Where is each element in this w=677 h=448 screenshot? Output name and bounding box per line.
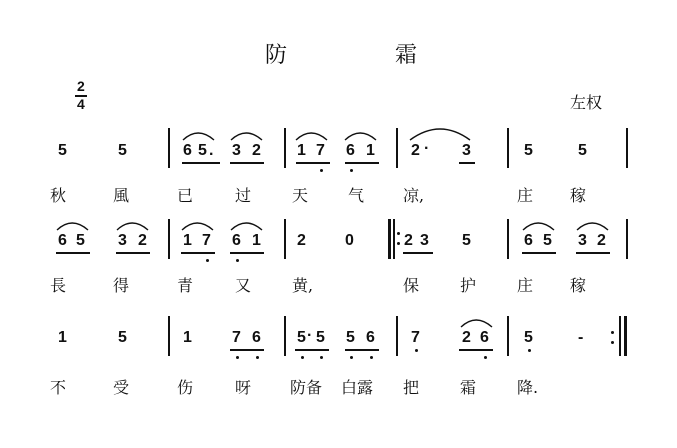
note: 3: [118, 232, 127, 249]
note: 7: [232, 329, 241, 346]
note: 5: [76, 232, 85, 249]
note: 7: [411, 329, 420, 346]
note: 7: [316, 142, 325, 159]
slur: [231, 223, 262, 230]
slur: [577, 223, 608, 230]
lyric: 庄: [517, 276, 534, 295]
note: 5: [58, 142, 67, 159]
slur: [345, 133, 376, 140]
note: 6: [524, 232, 533, 249]
note: 5: [198, 142, 207, 159]
lyric: 伤: [177, 378, 194, 397]
slur: [523, 223, 554, 230]
lyric: 秋: [50, 186, 67, 205]
lyric: 不: [50, 378, 67, 397]
note: 2: [404, 232, 413, 249]
title-char-2: 霜: [395, 43, 418, 68]
time-signature-numerator: 2: [77, 78, 85, 94]
note: 1: [252, 232, 261, 249]
lyric: 凉,: [403, 186, 425, 205]
lyric: 白露: [341, 378, 374, 397]
note: 5: [118, 142, 127, 159]
slur: [461, 320, 492, 327]
lyric: 長: [50, 276, 67, 295]
note: 2: [138, 232, 147, 249]
lyric: 已: [177, 186, 194, 205]
note: 2: [411, 142, 420, 159]
lyric: 又: [235, 276, 252, 295]
note: 1: [183, 329, 192, 346]
lyric: 把: [403, 378, 420, 397]
slur: [182, 223, 213, 230]
slur: [410, 129, 470, 140]
note: 3: [420, 232, 429, 249]
note-dash: -: [578, 329, 584, 346]
note: 5: [297, 329, 306, 346]
lyric: 天: [292, 186, 309, 205]
note: 5: [346, 329, 355, 346]
note: 6: [366, 329, 375, 346]
note: 2: [252, 142, 261, 159]
note: 7: [202, 232, 211, 249]
note: 0: [345, 232, 354, 249]
note: 6: [480, 329, 489, 346]
note: 5: [578, 142, 587, 159]
lyric: 青: [177, 276, 194, 295]
lyric: 庄: [517, 186, 534, 205]
note: 2: [597, 232, 606, 249]
slur: [296, 133, 327, 140]
note-dot: ·: [307, 327, 313, 344]
note: 5: [524, 142, 533, 159]
note-dot: ·: [424, 140, 430, 157]
lyric: 呀: [235, 378, 252, 397]
note: 5: [118, 329, 127, 346]
author: 左权: [570, 93, 603, 112]
lyric: 受: [113, 378, 130, 397]
slur: [117, 223, 148, 230]
lyric: 防备: [290, 378, 323, 397]
note: 2: [297, 232, 306, 249]
note: 6: [183, 142, 192, 159]
note: 3: [578, 232, 587, 249]
note: 1: [297, 142, 306, 159]
lyric: 霜: [460, 378, 477, 397]
lyric: 黄,: [292, 276, 314, 295]
note: 6: [58, 232, 67, 249]
slur: [57, 223, 88, 230]
lyric: 气: [348, 186, 365, 205]
slur: [231, 133, 262, 140]
note: 5: [462, 232, 471, 249]
note: 3: [232, 142, 241, 159]
note: 6: [346, 142, 355, 159]
note: 5: [524, 329, 533, 346]
note: 1: [366, 142, 375, 159]
lyric: 得: [113, 276, 130, 295]
time-signature-denominator: 4: [77, 96, 85, 112]
note: 6: [252, 329, 261, 346]
note: 6: [232, 232, 241, 249]
lyric: 过: [235, 186, 252, 205]
lyric: 稼: [570, 186, 587, 205]
lyric: 降.: [517, 378, 539, 397]
lyric: 护: [460, 276, 477, 295]
note: 5: [316, 329, 325, 346]
note-dot: .: [209, 142, 214, 159]
note: 2: [462, 329, 471, 346]
lyric: 保: [403, 276, 420, 295]
lyric: 風: [113, 186, 130, 205]
slur: [183, 133, 214, 140]
note: 1: [58, 329, 67, 346]
note: 5: [543, 232, 552, 249]
note: 3: [462, 142, 471, 159]
title-char-1: 防: [265, 43, 288, 68]
lyric: 稼: [570, 276, 587, 295]
note: 1: [183, 232, 192, 249]
